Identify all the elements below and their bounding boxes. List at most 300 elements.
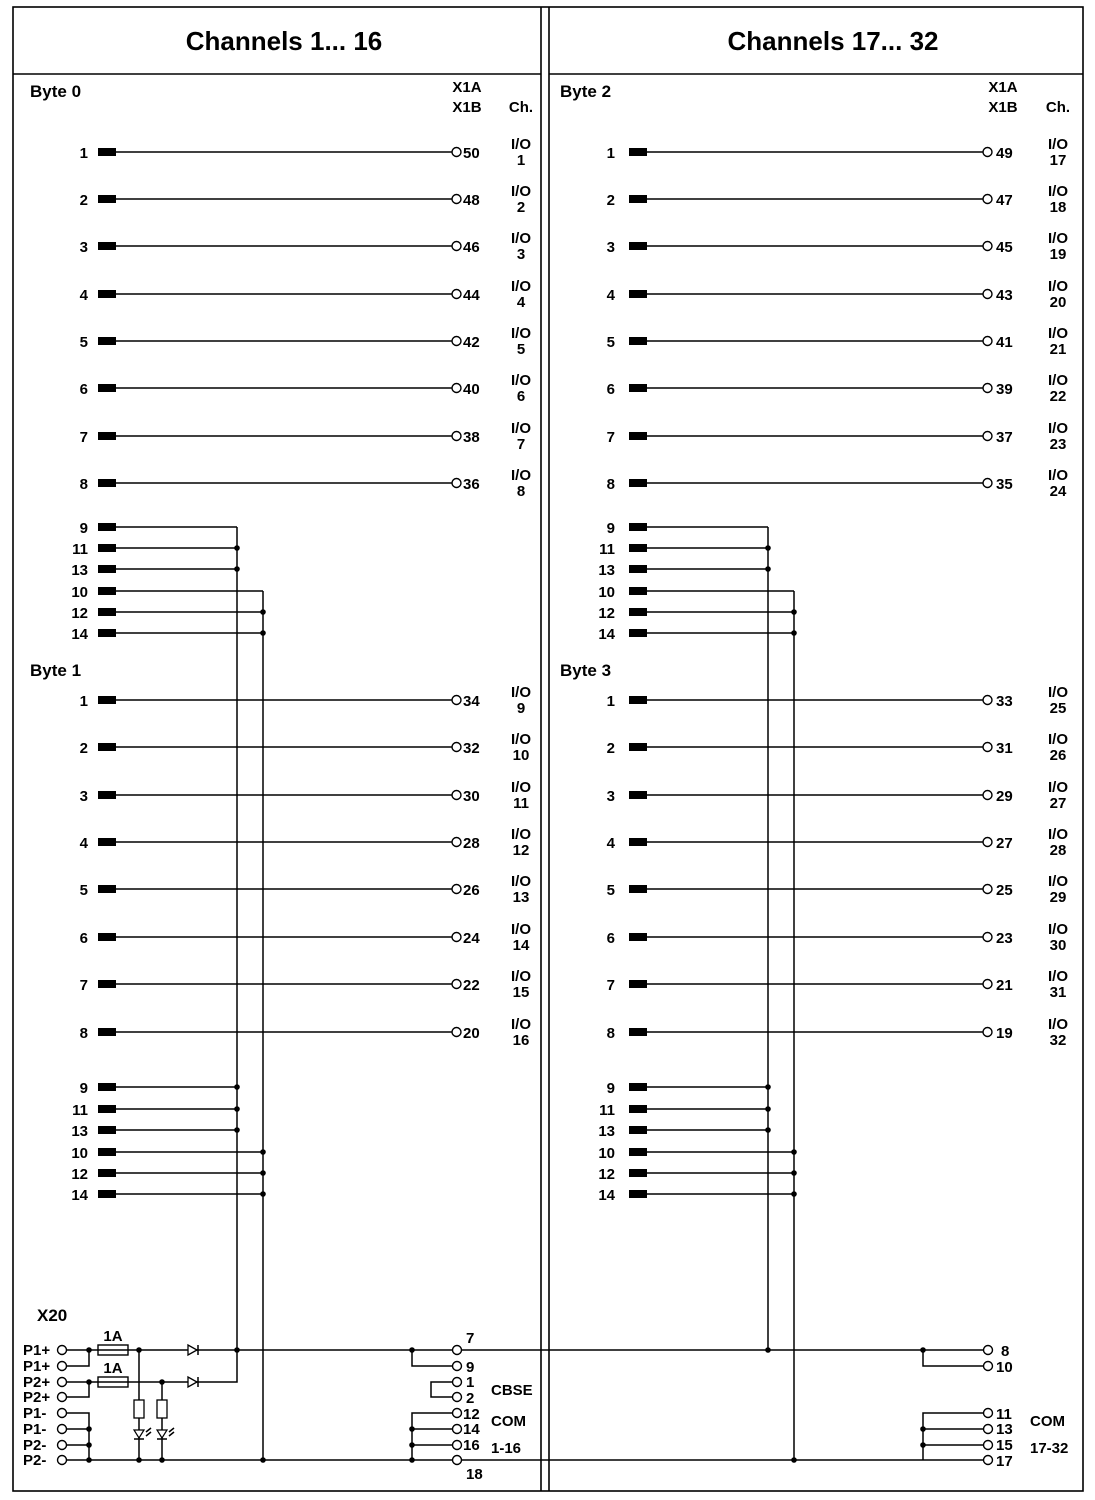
terminal-number: 28 <box>463 835 480 852</box>
pin-contact <box>629 479 647 487</box>
pin-number: 8 <box>79 1025 88 1042</box>
led-symbol <box>134 1430 144 1438</box>
io-row <box>80 921 532 954</box>
pin-contact <box>98 1028 116 1036</box>
terminal-circle <box>983 933 992 942</box>
pin-contact <box>629 544 647 552</box>
supply-row <box>598 1166 796 1183</box>
channel-number: 2 <box>516 199 526 216</box>
supply-pin-number: 9 <box>606 1080 615 1097</box>
pin-contact <box>98 885 116 893</box>
pin-number: 5 <box>79 882 88 899</box>
io-label: I/O <box>510 731 532 748</box>
header-ch: Ch. <box>508 99 534 116</box>
channel-number: 14 <box>512 937 530 954</box>
terminal-circle <box>452 290 461 299</box>
terminal-number: 50 <box>463 145 480 162</box>
io-row <box>607 325 1069 358</box>
io-label: I/O <box>1047 136 1069 153</box>
com-bridge <box>412 1413 452 1460</box>
junction-dot <box>409 1426 415 1432</box>
pin-contact <box>629 933 647 941</box>
terminal-circle <box>984 1425 993 1434</box>
supply-input-label: P1+ <box>23 1358 51 1375</box>
io-row <box>607 136 1069 169</box>
channel-panels <box>30 79 1070 1460</box>
resistor-symbol <box>134 1400 144 1418</box>
junction-dot <box>86 1379 92 1385</box>
terminal-circle <box>983 696 992 705</box>
terminal-circle <box>984 1409 993 1418</box>
supply-pin-number: 11 <box>599 541 615 558</box>
terminal-number: 31 <box>996 740 1013 757</box>
supply-line-p2 <box>128 1350 237 1382</box>
pin-contact <box>629 384 647 392</box>
supply-row <box>80 1080 240 1097</box>
terminal-number: 25 <box>996 882 1013 899</box>
supply-row <box>599 541 771 558</box>
terminal-number: 23 <box>996 930 1013 947</box>
pin-number: 6 <box>606 930 615 947</box>
header-x1b: X1B <box>988 99 1018 116</box>
com-label-right: COM <box>1030 1413 1065 1430</box>
terminal-circle <box>983 337 992 346</box>
pin-contact <box>629 337 647 345</box>
io-label: I/O <box>1047 921 1069 938</box>
io-label: I/O <box>1047 779 1069 796</box>
pin-number: 3 <box>606 239 615 256</box>
terminal-number: 29 <box>996 788 1013 805</box>
junction-dot <box>765 1347 771 1353</box>
x20-terminal-number: 8 <box>1001 1343 1010 1360</box>
junction-dot <box>136 1457 142 1463</box>
junction-dot <box>86 1457 92 1463</box>
junction-dot <box>409 1442 415 1448</box>
x20-terminal-number: 9 <box>466 1359 475 1376</box>
byte-label: Byte 0 <box>30 82 82 101</box>
x20-terminal-number: 1 <box>466 1374 475 1391</box>
supply-pin-number: 13 <box>71 562 88 579</box>
junction-dot <box>409 1347 415 1353</box>
supply-pin-number: 9 <box>79 1080 88 1097</box>
supply-row <box>71 584 263 601</box>
supply-pin-number: 11 <box>599 1102 615 1119</box>
x20-terminal-number: 16 <box>463 1437 480 1454</box>
channel-number: 7 <box>516 436 526 453</box>
pin-contact <box>629 885 647 893</box>
io-label: I/O <box>510 325 532 342</box>
pin-contact <box>629 432 647 440</box>
channel-number: 24 <box>1049 483 1067 500</box>
terminal-circle <box>452 838 461 847</box>
terminal-number: 43 <box>996 287 1013 304</box>
terminal-circle <box>983 384 992 393</box>
channel-number: 13 <box>512 889 530 906</box>
pin-contact <box>629 1028 647 1036</box>
cbse-bridge <box>431 1382 452 1397</box>
pin-number: 3 <box>606 788 615 805</box>
terminal-number: 39 <box>996 381 1013 398</box>
io-label: I/O <box>510 467 532 484</box>
io-row <box>80 826 532 859</box>
io-label: I/O <box>510 873 532 890</box>
io-row <box>607 826 1069 859</box>
channel-number: 27 <box>1049 795 1067 812</box>
pin-contact <box>98 290 116 298</box>
pin-contact <box>98 1105 116 1113</box>
channel-number: 22 <box>1049 388 1067 405</box>
terminal-circle <box>452 384 461 393</box>
wire <box>412 1350 452 1366</box>
supply-input-label: P2- <box>23 1437 47 1454</box>
junction-dot <box>86 1426 92 1432</box>
pin-number: 4 <box>79 287 88 304</box>
supply-pin-number: 10 <box>71 584 88 601</box>
pin-contact <box>629 242 647 250</box>
io-label: I/O <box>510 230 532 247</box>
junction-dot <box>920 1442 926 1448</box>
terminal-number: 38 <box>463 429 480 446</box>
supply-row <box>71 1123 239 1140</box>
pin-contact <box>98 629 116 637</box>
supply-pin-number: 10 <box>598 584 615 601</box>
pin-contact <box>98 148 116 156</box>
terminal-circle <box>983 1028 992 1037</box>
terminal-circle <box>58 1456 67 1465</box>
title-channels-17-32: Channels 17... 32 <box>727 26 939 56</box>
pin-number: 3 <box>79 788 88 805</box>
channel-number: 19 <box>1049 246 1067 263</box>
io-label: I/O <box>1047 826 1069 843</box>
terminal-circle <box>58 1346 67 1355</box>
junction-dot <box>920 1347 926 1353</box>
pin-contact <box>98 1148 116 1156</box>
channel-number: 28 <box>1049 842 1067 859</box>
channel-number: 16 <box>512 1032 530 1049</box>
io-label: I/O <box>510 684 532 701</box>
supply-row <box>598 1145 796 1162</box>
terminal-circle <box>984 1362 993 1371</box>
pin-number: 5 <box>606 882 615 899</box>
io-label: I/O <box>1047 467 1069 484</box>
io-label: I/O <box>1047 684 1069 701</box>
terminal-number: 49 <box>996 145 1013 162</box>
terminal-circle <box>452 479 461 488</box>
pin-number: 5 <box>79 334 88 351</box>
led-symbol <box>157 1430 167 1438</box>
io-label: I/O <box>510 420 532 437</box>
pin-contact <box>629 791 647 799</box>
io-row <box>607 372 1069 405</box>
io-label: I/O <box>510 372 532 389</box>
io-row <box>80 372 532 405</box>
header-x1a: X1A <box>452 79 482 96</box>
supply-pin-number: 9 <box>606 520 615 537</box>
terminal-circle <box>452 743 461 752</box>
supply-pin-number: 10 <box>71 1145 88 1162</box>
terminal-number: 40 <box>463 381 480 398</box>
channel-number: 32 <box>1049 1032 1067 1049</box>
supply-pin-number: 13 <box>598 562 615 579</box>
io-row <box>80 779 532 812</box>
supply-row <box>607 520 768 537</box>
supply-row <box>598 605 796 622</box>
supply-row <box>71 562 239 579</box>
terminal-number: 21 <box>996 977 1013 994</box>
terminal-circle <box>983 838 992 847</box>
terminal-number: 22 <box>463 977 480 994</box>
channel-number: 10 <box>512 747 530 764</box>
header-x1b: X1B <box>452 99 482 116</box>
terminal-number: 19 <box>996 1025 1013 1042</box>
pin-number: 4 <box>606 835 615 852</box>
junction-dot <box>920 1426 926 1432</box>
byte-label: Byte 3 <box>560 661 612 680</box>
io-row <box>80 183 532 216</box>
io-label: I/O <box>1047 1016 1069 1033</box>
supply-pin-number: 10 <box>598 1145 615 1162</box>
wire <box>66 1413 89 1460</box>
led-ray <box>169 1428 174 1432</box>
channel-number: 6 <box>516 388 526 405</box>
supply-pin-number: 11 <box>72 1102 88 1119</box>
channel-number: 29 <box>1049 889 1067 906</box>
io-label: I/O <box>1047 372 1069 389</box>
pin-number: 6 <box>606 381 615 398</box>
io-label: I/O <box>510 1016 532 1033</box>
pin-contact <box>98 565 116 573</box>
supply-input-label: P2- <box>23 1452 47 1469</box>
supply-row <box>598 562 770 579</box>
pin-contact <box>629 565 647 573</box>
pin-number: 2 <box>79 740 88 757</box>
pin-contact <box>629 148 647 156</box>
channel-number: 31 <box>1049 984 1067 1001</box>
terminal-circle <box>452 432 461 441</box>
supply-pin-number: 12 <box>71 1166 88 1183</box>
pin-number: 3 <box>79 239 88 256</box>
wire <box>66 1382 89 1397</box>
supply-pin-number: 14 <box>598 1187 615 1204</box>
terminal-number: 26 <box>463 882 480 899</box>
pin-number: 1 <box>79 145 88 162</box>
pin-number: 7 <box>79 977 88 994</box>
terminal-circle <box>453 1362 462 1371</box>
pin-contact <box>98 195 116 203</box>
io-label: I/O <box>510 921 532 938</box>
io-row <box>607 467 1069 500</box>
led-ray <box>146 1428 151 1432</box>
channel-number: 15 <box>512 984 530 1001</box>
pin-contact <box>629 1083 647 1091</box>
terminal-circle <box>453 1393 462 1402</box>
io-label: I/O <box>1047 968 1069 985</box>
supply-row <box>599 1102 771 1119</box>
channel-number: 30 <box>1049 937 1067 954</box>
x20-supply-connector <box>23 1306 1068 1483</box>
terminal-circle <box>58 1378 67 1387</box>
supply-row <box>72 541 240 558</box>
terminal-circle <box>983 791 992 800</box>
io-label: I/O <box>510 968 532 985</box>
supply-pin-number: 11 <box>72 541 88 558</box>
terminal-circle <box>983 242 992 251</box>
terminal-circle <box>452 1028 461 1037</box>
x20-terminal-number: 12 <box>463 1406 480 1423</box>
junction-dot <box>86 1442 92 1448</box>
led-ray <box>169 1432 174 1436</box>
pin-number: 4 <box>606 287 615 304</box>
terminal-circle <box>453 1409 462 1418</box>
byte-group <box>560 661 1068 1204</box>
pin-number: 2 <box>606 192 615 209</box>
io-row <box>607 731 1069 764</box>
supply-pin-number: 14 <box>71 1187 88 1204</box>
channel-number: 8 <box>516 483 526 500</box>
pin-contact <box>629 608 647 616</box>
terminal-circle <box>452 933 461 942</box>
io-row <box>607 420 1069 453</box>
supply-input-label: P2+ <box>23 1389 51 1406</box>
channel-number: 12 <box>512 842 530 859</box>
pin-number: 2 <box>606 740 615 757</box>
io-row <box>607 230 1069 263</box>
terminal-number: 48 <box>463 192 480 209</box>
pin-contact <box>98 384 116 392</box>
pin-number: 1 <box>606 145 615 162</box>
io-label: I/O <box>510 136 532 153</box>
pin-contact <box>629 1190 647 1198</box>
terminal-number: 24 <box>463 930 480 947</box>
channel-number: 26 <box>1049 747 1067 764</box>
supply-pin-number: 13 <box>71 1123 88 1140</box>
x20-terminal-number: 7 <box>466 1330 475 1347</box>
pin-contact <box>629 743 647 751</box>
led-ray <box>146 1432 151 1436</box>
byte-group <box>30 661 531 1204</box>
title-channels-1-16: Channels 1... 16 <box>185 26 383 56</box>
pin-number: 1 <box>79 693 88 710</box>
terminal-circle <box>58 1425 67 1434</box>
terminal-circle <box>58 1393 67 1402</box>
io-label: I/O <box>510 278 532 295</box>
supply-row <box>598 1187 796 1204</box>
pin-contact <box>629 587 647 595</box>
pin-contact <box>629 1169 647 1177</box>
supply-row <box>607 1080 771 1097</box>
pin-contact <box>98 479 116 487</box>
terminal-number: 42 <box>463 334 480 351</box>
junction-dot <box>86 1347 92 1353</box>
supply-pin-number: 14 <box>598 626 615 643</box>
terminal-circle <box>453 1425 462 1434</box>
io-row <box>80 467 532 500</box>
terminal-circle <box>983 148 992 157</box>
terminal-number: 30 <box>463 788 480 805</box>
terminal-circle <box>452 148 461 157</box>
supply-input-label: P1+ <box>23 1342 51 1359</box>
terminal-circle <box>452 337 461 346</box>
io-label: I/O <box>1047 325 1069 342</box>
com-range-left: 1-16 <box>491 1440 522 1457</box>
header-ch: Ch. <box>1045 99 1071 116</box>
x20-terminal-number: 14 <box>463 1421 480 1438</box>
terminal-number: 44 <box>463 287 480 304</box>
terminal-number: 36 <box>463 476 480 493</box>
wire <box>66 1350 89 1366</box>
pin-contact <box>98 242 116 250</box>
pin-contact <box>98 1190 116 1198</box>
pin-contact <box>629 696 647 704</box>
supply-pin-number: 14 <box>71 626 88 643</box>
channel-panel-1 <box>30 79 533 1460</box>
com-range-right: 17-32 <box>1030 1440 1069 1457</box>
cbse-label: CBSE <box>491 1382 533 1399</box>
terminal-circle <box>453 1346 462 1355</box>
pin-number: 8 <box>606 1025 615 1042</box>
io-row <box>80 731 532 764</box>
io-label: I/O <box>1047 230 1069 247</box>
terminal-number: 35 <box>996 476 1013 493</box>
pin-contact <box>98 838 116 846</box>
terminal-circle <box>58 1441 67 1450</box>
pin-contact <box>98 791 116 799</box>
x20-terminal-number: 10 <box>996 1359 1013 1376</box>
pin-contact <box>98 696 116 704</box>
channel-number: 25 <box>1049 700 1067 717</box>
x20-terminal-number: 15 <box>996 1437 1013 1454</box>
terminal-circle <box>984 1456 993 1465</box>
pin-contact <box>629 523 647 531</box>
channel-number: 23 <box>1049 436 1067 453</box>
io-row <box>607 1016 1069 1049</box>
terminal-circle <box>983 290 992 299</box>
terminal-circle <box>983 432 992 441</box>
supply-input-label: P1- <box>23 1421 47 1438</box>
io-row <box>80 230 532 263</box>
terminal-number: 41 <box>996 334 1013 351</box>
io-row <box>80 325 532 358</box>
io-row <box>80 1016 532 1049</box>
supply-pin-number: 12 <box>598 605 615 622</box>
io-row <box>80 873 532 906</box>
pin-contact <box>98 743 116 751</box>
io-label: I/O <box>510 826 532 843</box>
terminal-circle <box>984 1441 993 1450</box>
terminal-number: 34 <box>463 693 480 710</box>
terminal-circle <box>58 1362 67 1371</box>
pin-contact <box>629 1126 647 1134</box>
supply-row <box>72 1102 240 1119</box>
supply-row <box>598 1123 770 1140</box>
pin-number: 6 <box>79 381 88 398</box>
junction-dot <box>234 1347 240 1353</box>
byte-label: Byte 2 <box>560 82 612 101</box>
io-row <box>607 873 1069 906</box>
pin-contact <box>98 337 116 345</box>
io-label: I/O <box>1047 420 1069 437</box>
io-row <box>607 968 1069 1001</box>
terminal-circle <box>983 195 992 204</box>
io-label: I/O <box>1047 278 1069 295</box>
channel-number: 3 <box>516 246 526 263</box>
terminal-circle <box>983 479 992 488</box>
pin-number: 8 <box>606 476 615 493</box>
pin-contact <box>98 1169 116 1177</box>
byte-group <box>30 82 534 643</box>
pin-contact <box>98 980 116 988</box>
io-label: I/O <box>1047 731 1069 748</box>
